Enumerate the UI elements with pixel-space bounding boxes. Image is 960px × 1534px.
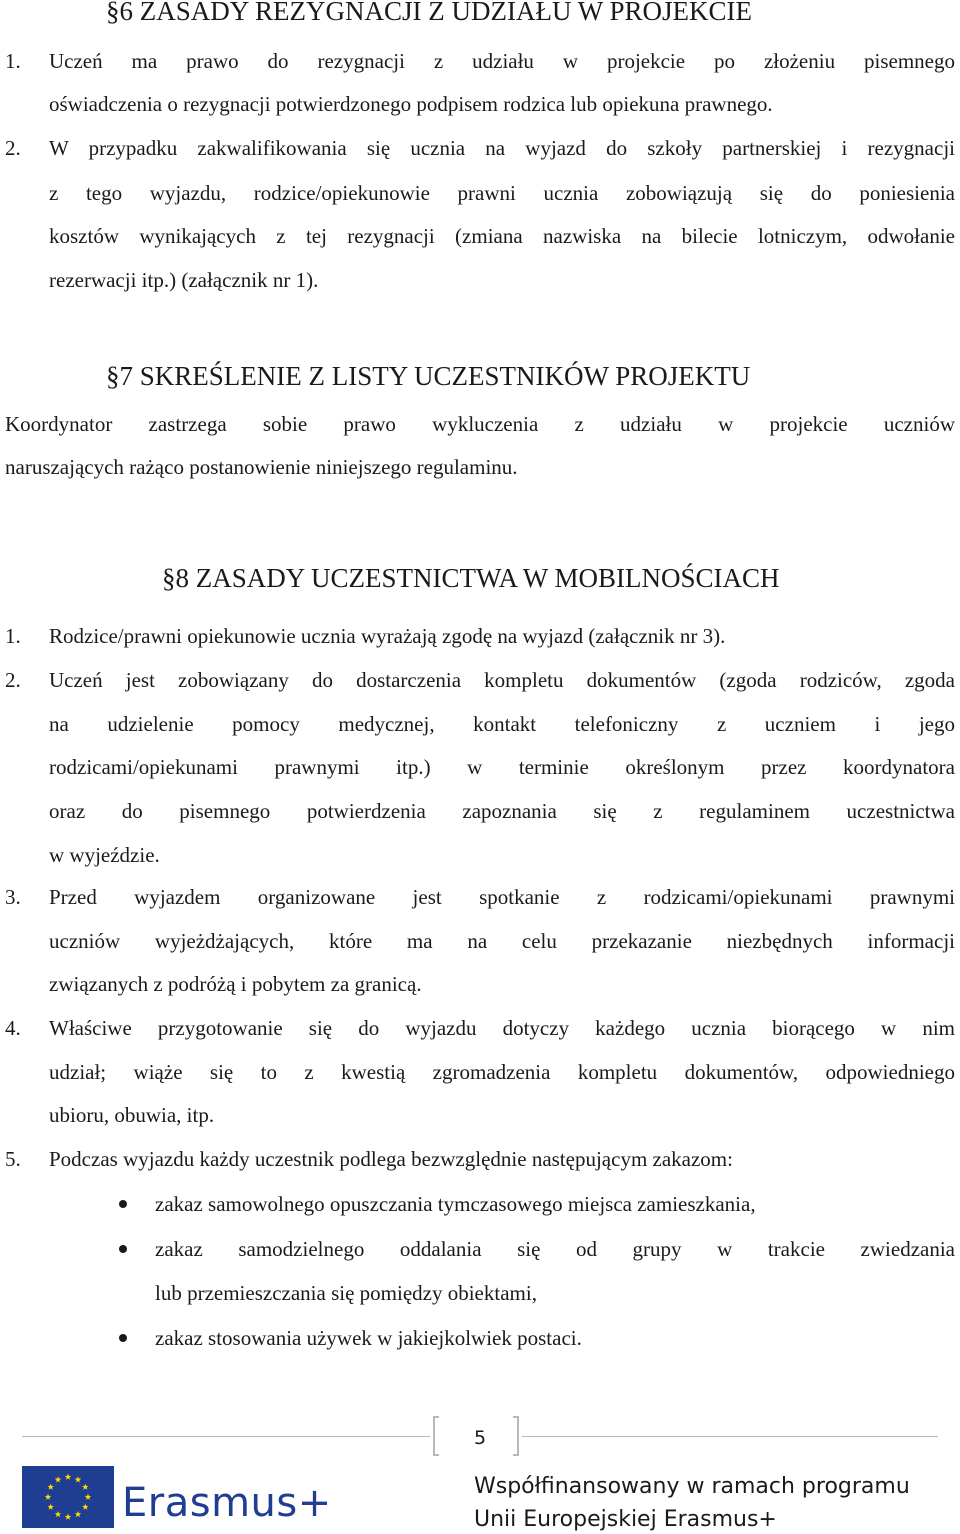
- eu-star-icon: [47, 1484, 53, 1490]
- section-7-heading: §7 SKREŚLENIE Z LISTY UCZESTNIKÓW PROJEKTU: [106, 361, 751, 391]
- section-8-item-2-line: na udzielenie pomocy medycznej, kontakt telefoniczny z uczniem i jego: [49, 712, 955, 736]
- eu-star-icon: [55, 1511, 61, 1517]
- section-8-item-3-line: związanych z podróżą i pobytem za granicą.: [49, 972, 422, 996]
- section-8-item-4-line: Właściwe przygotowanie się do wyjazdu dotyczy każdego ucznia biorącego w nim: [49, 1016, 955, 1040]
- eu-star-icon: [75, 1511, 81, 1517]
- bullet-marker: [119, 1334, 127, 1342]
- section-6-item-1-number: 1.: [5, 49, 21, 73]
- section-8-item-5-line: Podczas wyjazdu każdy uczestnik podlega bezwzględnie następującym zakazom:: [49, 1147, 733, 1171]
- eu-star-icon: [85, 1494, 91, 1500]
- eu-stars-icon: [22, 1466, 114, 1528]
- cofinancing-text-line-2: Unii Europejskiej Erasmus+: [474, 1507, 777, 1532]
- section-6-item-2-line: z tego wyjazdu, rodzice/opiekunowie prawni ucznia zobowiązują się do poniesienia: [49, 181, 955, 205]
- eu-star-icon: [65, 1514, 71, 1520]
- section-6-item-2-line: rezerwacji itp.) (załącznik nr 1).: [49, 268, 319, 292]
- bullet-marker: [119, 1200, 127, 1208]
- right-brace-icon: [512, 1416, 522, 1456]
- section-8-item-2-line: oraz do pisemnego potwierdzenia zapoznania się z regulaminem uczestnictwa: [49, 799, 955, 823]
- bullet-item-line: zakaz samowolnego opuszczania tymczasowego miejsca zamieszkania,: [155, 1192, 756, 1216]
- footer-rule-left: [22, 1436, 430, 1437]
- eu-star-icon: [65, 1474, 71, 1480]
- section-8-item-2-number: 2.: [5, 668, 21, 692]
- eu-star-icon: [75, 1476, 81, 1482]
- bullet-marker: [119, 1245, 127, 1253]
- eu-flag-icon: [22, 1466, 114, 1528]
- section-8-item-2-line: rodzicami/opiekunami prawnymi itp.) w terminie określonym przez koordynatora: [49, 755, 955, 779]
- section-8-heading: §8 ZASADY UCZESTNICTWA W MOBILNOŚCIACH: [162, 563, 780, 593]
- section-8-item-3-number: 3.: [5, 885, 21, 909]
- section-8-item-2-line: Uczeń jest zobowiązany do dostarczenia kompletu dokumentów (zgoda rodziców, zgoda: [49, 668, 955, 692]
- eu-star-icon: [47, 1504, 53, 1510]
- section-8-item-1-line: Rodzice/prawni opiekunowie ucznia wyrażają zgodę na wyjazd (załącznik nr 3).: [49, 624, 726, 648]
- section-6-heading: §6 ZASADY REZYGNACJI Z UDZIAŁU W PROJEKCIE: [106, 0, 752, 26]
- eu-star-icon: [45, 1494, 51, 1500]
- eu-star-icon: [55, 1476, 61, 1482]
- eu-star-icon: [82, 1504, 88, 1510]
- section-7-paragraph-line: Koordynator zastrzega sobie prawo wykluczenia z udziału w projekcie uczniów: [5, 412, 955, 436]
- section-8-item-2-line: w wyjeździe.: [49, 843, 160, 867]
- section-8-item-3-line: uczniów wyjeżdżających, które ma na celu przekazanie niezbędnych informacji: [49, 929, 955, 953]
- footer-rule-right: [522, 1436, 938, 1437]
- section-8-item-3-line: Przed wyjazdem organizowane jest spotkanie z rodzicami/opiekunami prawnymi: [49, 885, 955, 909]
- section-7-paragraph-line: naruszających rażąco postanowienie niniejszego regulaminu.: [5, 455, 518, 479]
- section-8-item-1-number: 1.: [5, 624, 21, 648]
- section-6-item-1-line: Uczeń ma prawo do rezygnacji z udziału w projekcie po złożeniu pisemnego: [49, 49, 955, 73]
- page-number: 5: [473, 1427, 487, 1449]
- bullet-item-line: lub przemieszczania się pomiędzy obiektami,: [155, 1281, 537, 1305]
- cofinancing-text-line-1: Współfinansowany w ramach programu: [474, 1474, 910, 1499]
- section-6-item-2-number: 2.: [5, 136, 21, 160]
- bullet-item-line: zakaz samodzielnego oddalania się od grupy w trakcie zwiedzania: [155, 1237, 955, 1261]
- bullet-item-line: zakaz stosowania używek w jakiejkolwiek postaci.: [155, 1326, 582, 1350]
- eu-star-icon: [82, 1484, 88, 1490]
- section-8-item-4-line: udział; wiąże się to z kwestią zgromadzenia kompletu dokumentów, odpowiedniego: [49, 1060, 955, 1084]
- section-8-item-4-line: ubioru, obuwia, itp.: [49, 1103, 215, 1127]
- erasmus-logo-text: Erasmus+: [122, 1480, 332, 1526]
- section-8-item-5-number: 5.: [5, 1147, 21, 1171]
- section-6-item-1-line: oświadczenia o rezygnacji potwierdzonego podpisem rodzica lub opiekuna prawnego.: [49, 92, 773, 116]
- section-8-item-4-number: 4.: [5, 1016, 21, 1040]
- left-brace-icon: [430, 1416, 440, 1456]
- section-6-item-2-line: kosztów wynikających z tej rezygnacji (zmiana nazwiska na bilecie lotniczym, odwołanie: [49, 224, 955, 248]
- section-6-item-2-line: W przypadku zakwalifikowania się ucznia na wyjazd do szkoły partnerskiej i rezygnacji: [49, 136, 955, 160]
